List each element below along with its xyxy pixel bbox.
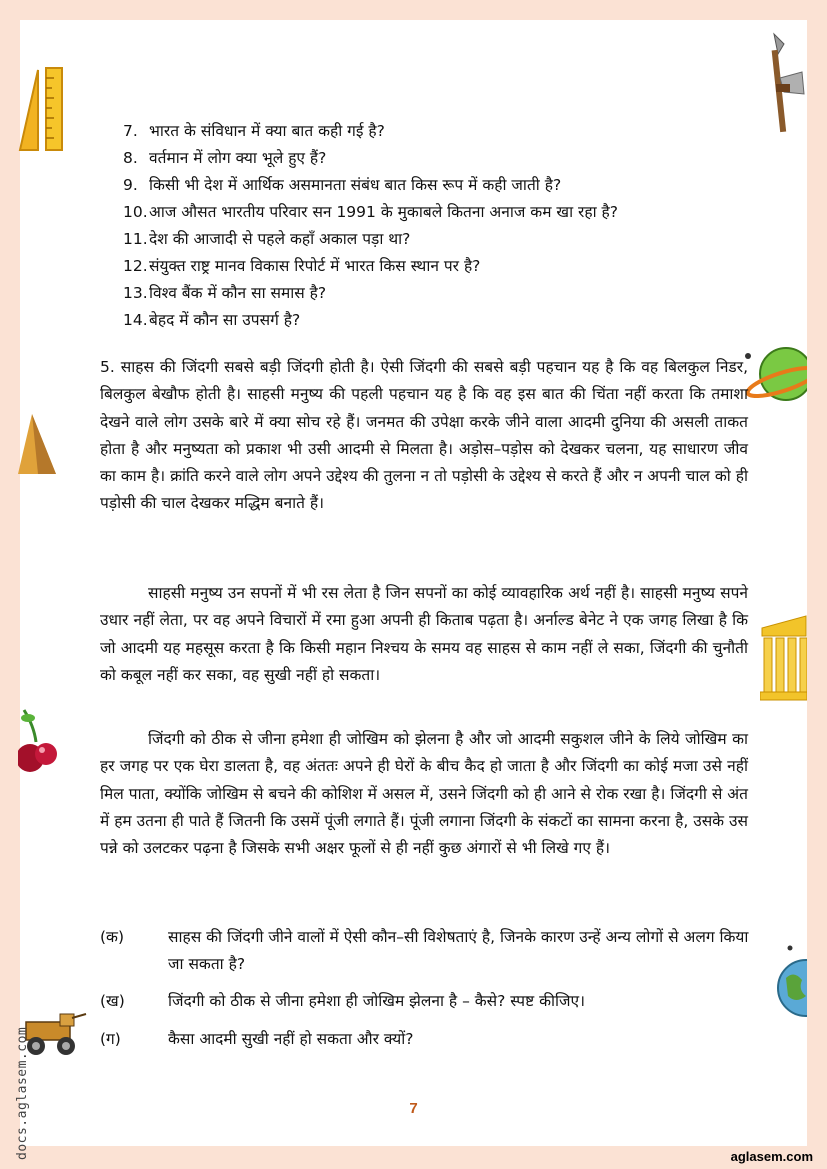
question-text: किसी भी देश में आर्थिक असमानता संबंध बात किस रूप में कही जाती है?	[149, 176, 562, 194]
list-item	[123, 226, 753, 253]
sub-question-kha	[100, 988, 750, 1015]
question-number: 14.	[123, 311, 148, 329]
question-text: आज औसत भारतीय परिवार सन 1991 के मुकाबले कितना अनाज कम खा रहा है?	[149, 203, 619, 221]
question-text: देश की आजादी से पहले कहाँ अकाल पड़ा था?	[149, 230, 411, 248]
question-number: 11.	[123, 230, 148, 248]
question-number: 7.	[123, 122, 138, 140]
sub-question-text: साहस की जिंदगी जीने वालों में ऐसी कौन–सी विशेषताएं है, जिनके कारण उन्हें अन्य लोगों से अलग किया जा सकता है?	[168, 928, 749, 973]
list-item	[123, 253, 753, 280]
stone-axe-icon	[762, 32, 806, 136]
sub-question-label: (ग)	[100, 1030, 121, 1048]
list-item	[123, 199, 753, 226]
question-number: 12.	[123, 257, 148, 275]
list-item	[123, 145, 753, 172]
sub-question-label: (क)	[100, 928, 124, 946]
question-number: 9.	[123, 176, 138, 194]
sub-question-text: कैसा आदमी सुखी नहीं हो सकता और क्यों?	[168, 1030, 414, 1048]
brand-link[interactable]: aglasem.com	[730, 1149, 813, 1164]
ruler-triangle-icon	[18, 62, 68, 154]
question-text: बेहद में कौन सा उपसर्ग है?	[149, 311, 301, 329]
question-number: 10.	[123, 203, 148, 221]
question-text: विश्व बैंक में कौन सा समास है?	[149, 284, 327, 302]
question-list	[123, 118, 753, 334]
pyramid-icon	[18, 412, 58, 476]
list-item	[123, 118, 753, 145]
sub-question-text: जिंदगी को ठीक से जीना हमेशा ही जोखिम झेलना है – कैसे? स्पष्ट कीजिए।	[168, 992, 585, 1010]
list-item	[123, 307, 753, 334]
planet-icon	[742, 338, 807, 410]
passage-paragraph-1: 5. साहस की जिंदगी सबसे बड़ी जिंदगी होती है। ऐसी जिंदगी की सबसे बड़ी पहचान यह है कि वह बिलकुल निडर, बिलकुल बेखौफ होती है। साहसी मनुष्य की पहली पहचान यह है कि वह इस बात की चिंता नहीं करता कि तमाशा देखने वाले लोग उसके बारे में क्या सोच रहे हैं। जनमत की उपेक्षा करके जीने वाला आदमी दुनिया की असली ताकत होता है और मनुष्यता को प्रकाश भी उसी आदमी से मिलता है। अड़ोस–पड़ोस को देखकर चलना, यह साधारण जीव का काम है। क्रांति करने वाले लोग अपने उद्देश्य की तुलना न तो पड़ोसी के उद्देश्य से करते हैं और न अपनी चाल को ही पड़ोसी की चाल देखकर मद्धिम बनाते हैं।	[100, 358, 748, 513]
vintage-car-icon	[20, 1008, 90, 1058]
globe-icon	[776, 944, 807, 1018]
passage-paragraph-3: जिंदगी को ठीक से जीना हमेशा ही जोखिम को झेलना है और जो आदमी सकुशल जीने के लिये जोखिम का हर जगह पर एक घेरा डालता है, वह अंततः अपने ही घेरों के बीच कैद हो जाता है और जिंदगी का कोई मजा उसे नहीं मिल पाता, क्योंकि जोखिम से बचने की कोशिश में असल में, उसने जिंदगी को ही आने से रोक रखा है। जिंदगी से अंत में हम उतना ही पाते हैं जितनी कि उसमें पूंजी लगाते हैं। पूंजी लगाना जिंदगी के संकटों का सामना करना है, उसके उस पन्ने को उलटकर पढ़ना है जिसके सभी अक्षर फूलों से ही नहीं कुछ अंगारों से भी लिखे गए हैं।	[100, 730, 748, 858]
question-text: वर्तमान में लोग क्या भूले हुए हैं?	[149, 149, 327, 167]
sub-question-ga	[100, 1026, 750, 1053]
side-watermark: docs.aglasem.com	[15, 1026, 30, 1160]
page-number: 7	[409, 1100, 418, 1117]
cherries-icon	[18, 708, 60, 780]
document-page	[20, 20, 807, 1146]
passage-paragraph-2: साहसी मनुष्य उन सपनों में भी रस लेता है जिन सपनों का कोई व्यावहारिक अर्थ नहीं है। साहसी मनुष्य सपने उधार नहीं लेता, पर वह अपने विचारों में रमा हुआ अपनी ही किताब पढ़ता है। अर्नाल्ड बेनेट ने एक जगह लिखा है कि जो आदमी यह महसूस करता है कि किसी महान निश्चय के समय वह साहस से काम नहीं ले सका, जिंदगी की चुनौती को कबूल नहीं कर सका, वह सुखी नहीं हो सकता।	[100, 584, 748, 684]
pillar-temple-icon	[760, 606, 807, 702]
list-item	[123, 280, 753, 307]
question-number: 8.	[123, 149, 138, 167]
question-text: संयुक्त राष्ट्र मानव विकास रिपोर्ट में भारत किस स्थान पर है?	[149, 257, 481, 275]
list-item	[123, 172, 753, 199]
sub-question-label: (ख)	[100, 992, 125, 1010]
question-text: भारत के संविधान में क्या बात कही गई है?	[149, 122, 385, 140]
sub-question-ka	[100, 924, 750, 978]
question-number: 13.	[123, 284, 148, 302]
